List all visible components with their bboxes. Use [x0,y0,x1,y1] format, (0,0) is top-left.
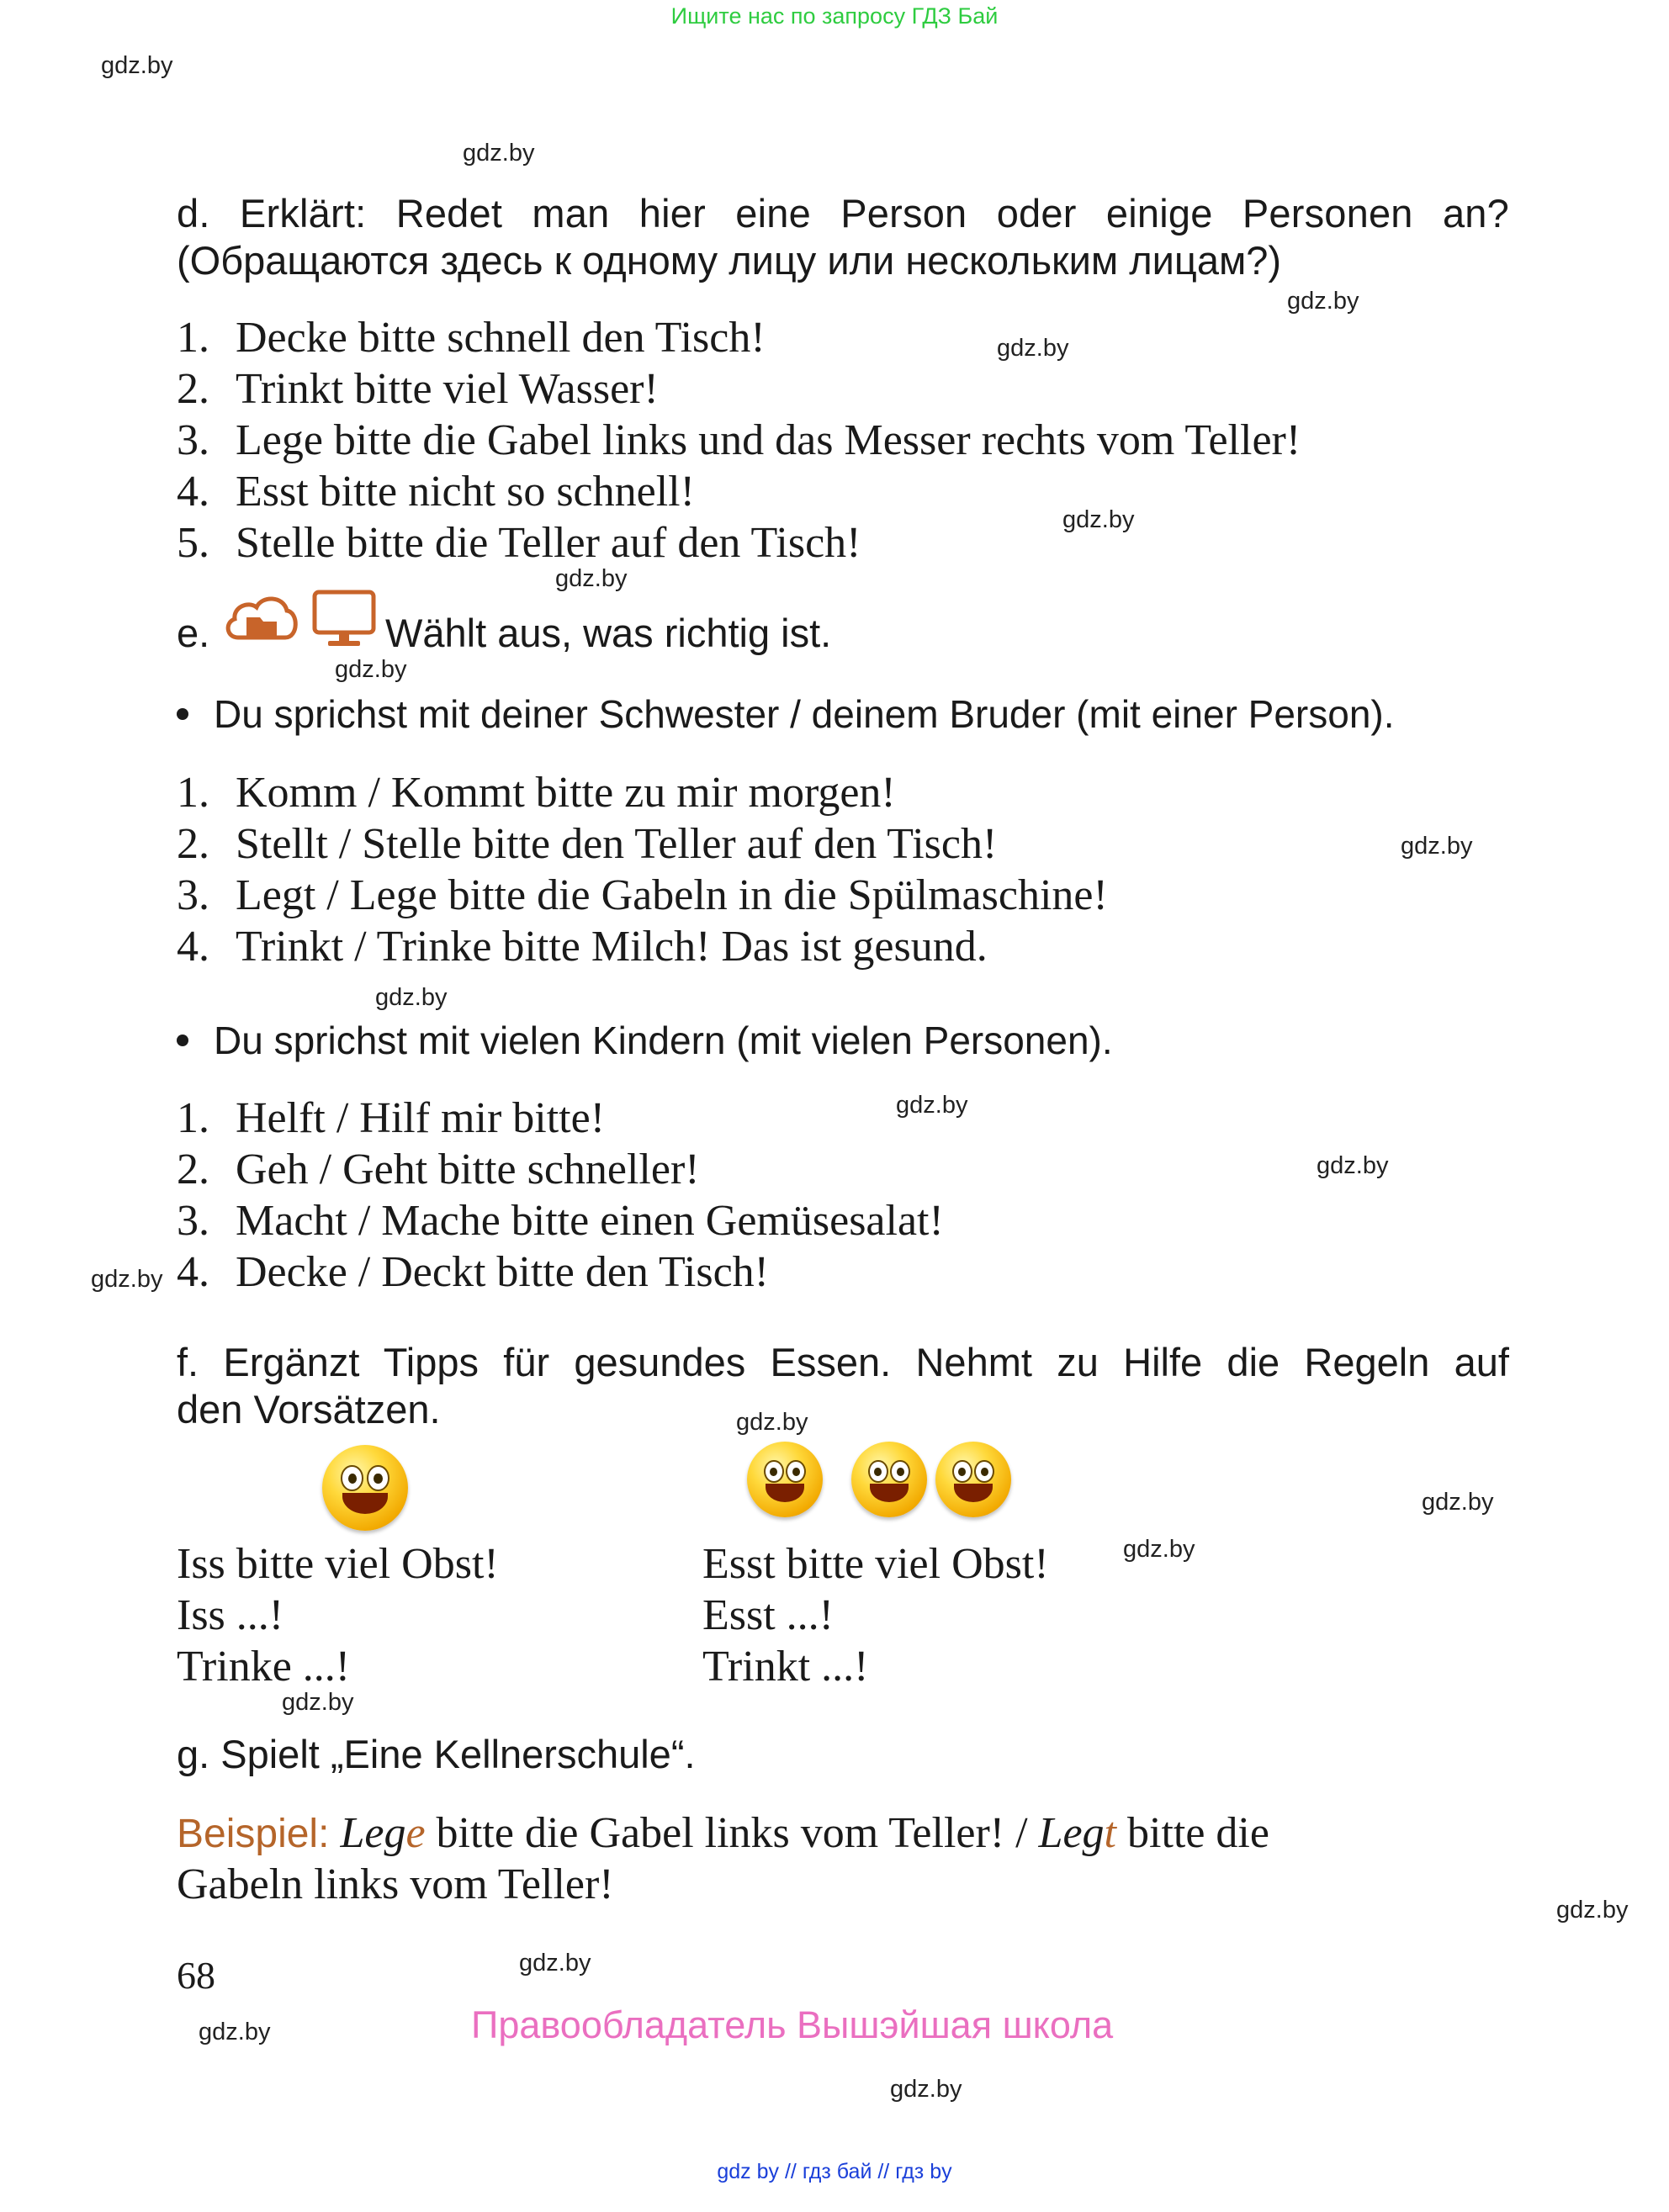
list-item: 4. Decke / Deckt bitte den Tisch! [177,1248,769,1296]
watermark: gdz.by [1401,833,1473,860]
task-e-letter: e. [177,611,210,655]
watermark: gdz.by [282,1689,354,1716]
list-item: 1. Komm / Kommt bitte zu mir morgen! [177,769,896,817]
bullet-many-people: Du sprichst mit vielen Kindern (mit vielen Personen). [177,1018,1113,1063]
list-item: 5. Stelle bitte die Teller auf den Tisch! [177,519,861,567]
watermark: gdz.by [896,1092,968,1119]
bullet-icon [177,1035,188,1046]
smiley-icon [851,1442,927,1517]
watermark: gdz.by [91,1266,163,1293]
task-e-title: Wählt aus, was richtig ist. [385,611,832,655]
watermark: gdz.by [1422,1489,1494,1516]
watermark: gdz.by [555,565,628,592]
smiley-icon [747,1442,823,1517]
task-d-translation: (Обращаются здесь к одному лицу или нескольким лицам?) [177,238,1282,283]
list-item: 2. Stellt / Stelle bitte den Teller auf den Tisch! [177,820,998,868]
bullet-one-person: Du sprichst mit deiner Schwester / deinem Bruder (mit einer Person). [177,691,1395,737]
footer-links[interactable]: gdz by // гдз бай // гдз by [717,2160,952,2183]
list-item: 2. Trinkt bitte viel Wasser! [177,365,659,413]
watermark: gdz.by [1062,506,1135,533]
smiley-icon [935,1442,1011,1517]
watermark: gdz.by [736,1409,808,1436]
copyright-holder: Правообладатель Вышэйшая школа [471,2003,1114,2046]
example-line-1: Beispiel: Lege bitte die Gabel links vom Teller! / Legt bitte die [177,1809,1269,1857]
watermark: gdz.by [1287,288,1359,315]
list-item: 4. Trinkt / Trinke bitte Milch! Das ist gesund. [177,923,988,971]
smiley-icon [322,1445,408,1531]
watermark: gdz.by [519,1950,591,1977]
watermark: gdz.by [463,140,535,167]
watermark: gdz.by [1123,1536,1195,1563]
top-banner: Ищите нас по запросу ГДЗ Бай [670,3,999,29]
watermark: gdz.by [1556,1897,1629,1924]
tip-plural: Trinkt ...! [702,1643,869,1691]
monitor-icon [311,589,379,654]
tip-singular: Iss bitte viel Obst! [177,1540,499,1588]
task-f-heading-cont: den Vorsätzen. [177,1387,441,1431]
list-item: 2. Geh / Geht bitte schneller! [177,1146,700,1193]
cloud-folder-icon [223,589,299,650]
watermark: gdz.by [101,52,173,79]
list-item: 3. Legt / Lege bitte die Gabeln in die Spülmaschine! [177,871,1108,919]
watermark: gdz.by [199,2019,271,2045]
list-item: 3. Lege bitte die Gabel links und das Messer rechts vom Teller! [177,416,1301,464]
list-item: 3. Macht / Mache bitte einen Gemüsesalat! [177,1197,944,1245]
task-g-heading: g. Spielt „Eine Kellnerschule“. [177,1732,696,1776]
tip-singular: Iss ...! [177,1591,284,1639]
watermark: gdz.by [890,2076,962,2103]
bullet-icon [177,708,188,720]
task-f-heading: f. Ergänzt Tipps für gesundes Essen. Nehmt zu Hilfe die Regeln auf [177,1340,1509,1384]
watermark: gdz.by [997,335,1069,362]
watermark: gdz.by [1317,1152,1389,1179]
example-line-2: Gabeln links vom Teller! [177,1860,614,1908]
watermark: gdz.by [335,656,407,683]
page-number: 68 [177,1954,215,1997]
list-item: 1. Helft / Hilf mir bitte! [177,1094,606,1142]
watermark: gdz.by [375,984,448,1011]
list-item: 4. Esst bitte nicht so schnell! [177,468,695,516]
tip-plural: Esst ...! [702,1591,834,1639]
beispiel-label: Beispiel: [177,1812,330,1856]
list-item: 1. Decke bitte schnell den Tisch! [177,314,766,362]
task-d-heading: d. Erklärt: Redet man hier eine Person oder einige Personen an? [177,191,1509,235]
tip-singular: Trinke ...! [177,1643,351,1691]
tip-plural: Esst bitte viel Obst! [702,1540,1049,1588]
